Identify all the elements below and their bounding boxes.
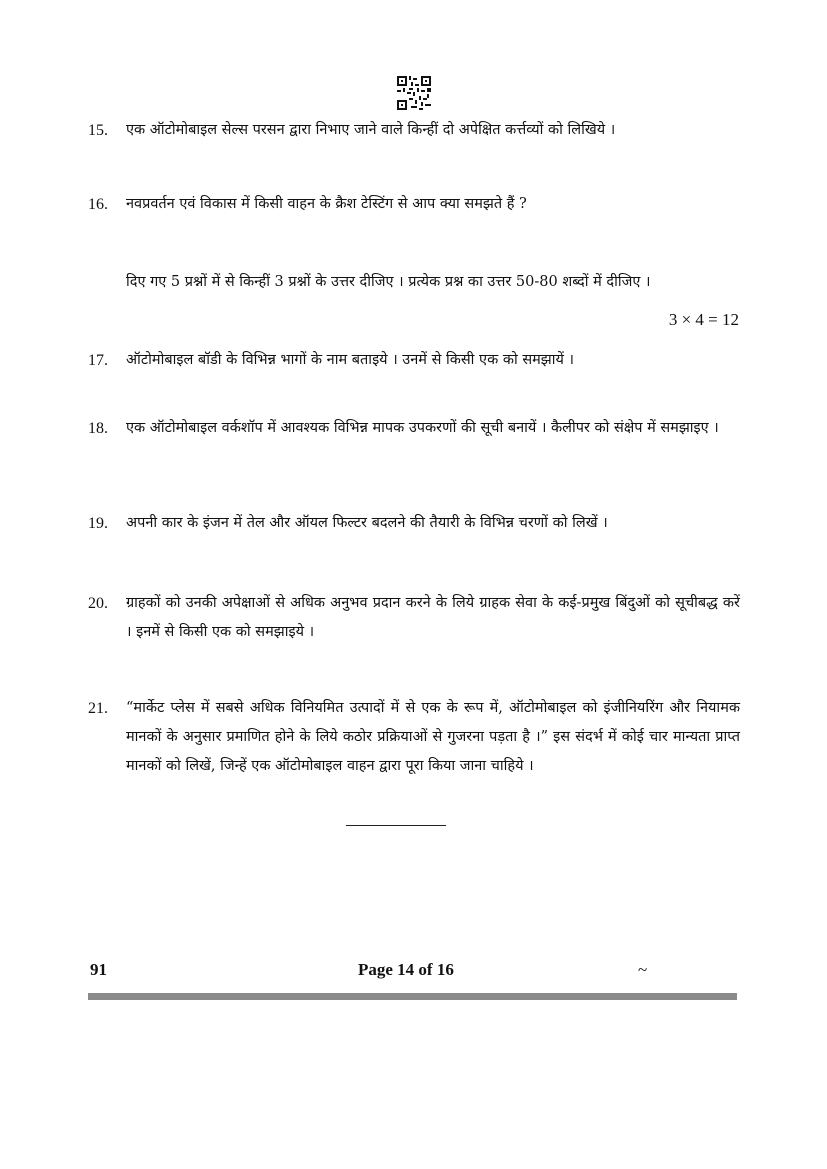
question-text: एक ऑटोमोबाइल वर्कशॉप में आवश्यक विभिन्न मापक उपकरणों की सूची बनायें । कैलीपर को संक्षेप में समझाइए ।	[126, 420, 719, 436]
question-19	[88, 509, 740, 538]
question-number: 20.	[88, 595, 108, 612]
qr-code-icon	[397, 76, 431, 110]
end-divider	[346, 825, 446, 826]
question-number: 21.	[88, 700, 108, 717]
question-15	[88, 116, 740, 145]
question-number: 17.	[88, 352, 108, 369]
footer-bar	[88, 993, 737, 1000]
question-text: ऑटोमोबाइल बॉडी के विभिन्न भागों के नाम बताइये । उनमें से किसी एक को समझायें ।	[126, 352, 575, 368]
question-21	[88, 694, 740, 781]
question-number: 15.	[88, 122, 108, 139]
question-number: 18.	[88, 420, 108, 437]
question-text: नवप्रवर्तन एवं विकास में किसी वाहन के क्रैश टेस्टिंग से आप क्या समझते हैं ?	[126, 196, 527, 212]
question-number: 16.	[88, 196, 108, 213]
question-17	[88, 346, 740, 375]
question-16	[88, 190, 740, 219]
question-text: एक ऑटोमोबाइल सेल्स परसन द्वारा निभाए जाने वाले किन्हीं दो अपेक्षित कर्त्तव्यों को लिखिये ।	[126, 122, 616, 138]
question-number: 19.	[88, 515, 108, 532]
question-text: “मार्केट प्लेस में सबसे अधिक विनियमित उत्पादों में से एक के रूप में, ऑटोमोबाइल को इंजीनियरिंग और नियामक मानकों के अनुसार प्रमाणित होने के लिये कठोर प्रक्रियाओं से गुजरना पड़ता है ।” इस संदर्भ में कोई चार मान्यता प्राप्त मानकों को लिखें, जिन्हें एक ऑटोमोबाइल वाहन द्वारा पूरा किया जाना चाहिये ।	[126, 700, 740, 774]
section-marks: 3 × 4 = 12	[668, 310, 739, 329]
footer-mark: ~	[638, 960, 648, 979]
section-instruction: दिए गए 5 प्रश्नों में से किन्हीं 3 प्रश्नों के उत्तर दीजिए । प्रत्येक प्रश्न का उत्तर 50-80 शब्दों में दीजिए ।	[126, 274, 651, 290]
question-text: ग्राहकों को उनकी अपेक्षाओं से अधिक अनुभव प्रदान करने के लिये ग्राहक सेवा के कई-प्रमुख बिंदुओं को सूचीबद्ध करें । इनमें से किसी एक को समझाइये ।	[126, 595, 740, 640]
page-number: Page 14 of 16	[358, 960, 454, 979]
question-text: अपनी कार के इंजन में तेल और ऑयल फिल्टर बदलने की तैयारी के विभिन्न चरणों को लिखें ।	[126, 515, 608, 531]
question-18	[88, 414, 740, 443]
question-20	[88, 589, 740, 647]
paper-code: 91	[90, 960, 107, 979]
